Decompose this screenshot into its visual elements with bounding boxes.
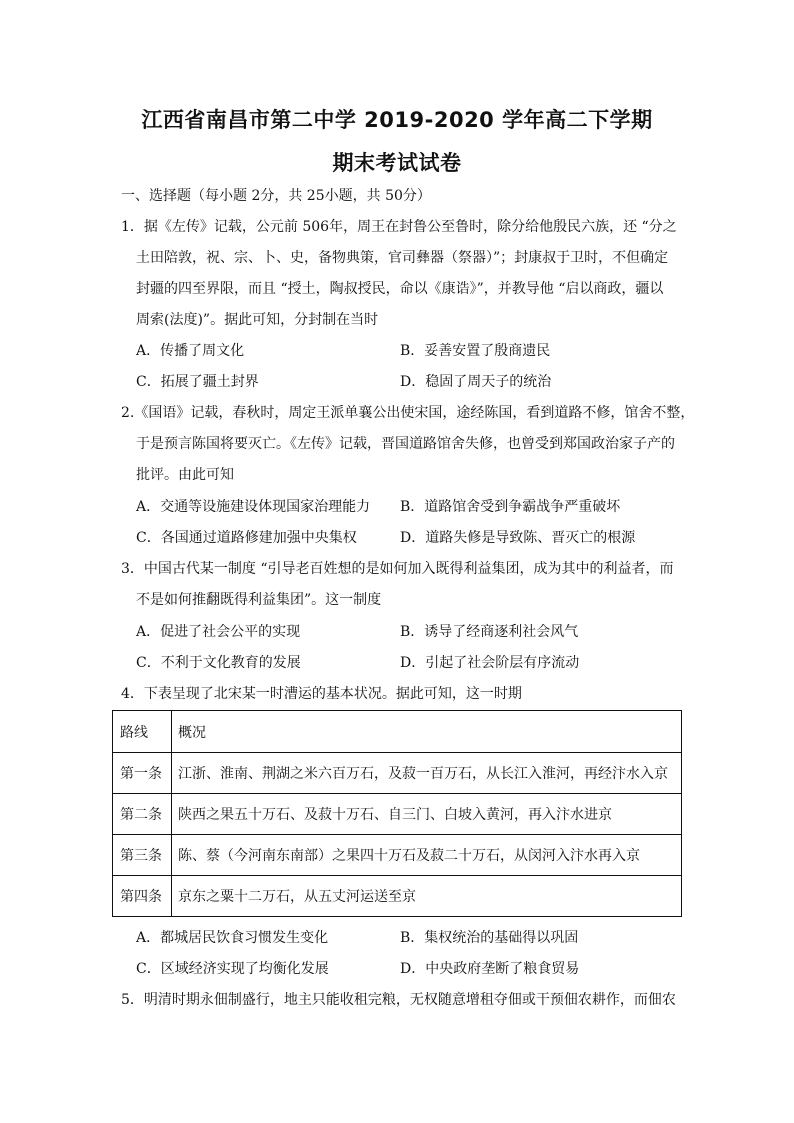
exam-title-line2: 期末考试试卷	[332, 151, 462, 175]
table-row	[113, 876, 682, 917]
q1-line-4: 周索(法度)”。据此可知，分封制在当时	[136, 312, 379, 328]
q4-option-b[interactable]: B．集权统治的基础得以巩固	[400, 930, 579, 946]
table-row	[113, 835, 682, 876]
q2-line-1: 2.《国语》记载，春秋时，周定王派单襄公出使宋国，途经陈国，看到道路不修，馆舍不整，	[121, 405, 695, 421]
q2-option-d[interactable]: D．道路失修是导致陈、晋灭亡的根源	[400, 530, 636, 546]
q2-line-3: 批评。由此可知	[136, 467, 234, 483]
q4-option-a[interactable]: A．都城居民饮食习惯发生变化	[136, 930, 329, 946]
q3-line-2: 不是如何推翻既得利益集团”。这一制度	[136, 592, 382, 608]
table-cell-summary: 陈、蔡（今河南东南部）之果四十万石及菽二十万石，从闵河入汴水再入京	[172, 835, 682, 876]
q1-option-a[interactable]: A．传播了周文化	[136, 343, 245, 359]
table-header-row	[113, 711, 682, 753]
table-cell-route: 第三条	[113, 835, 172, 876]
q1-line-2: 土田陪敦，祝、宗、卜、史，备物典策，官司彝器（祭器）”；封康叔于卫时，不但确定	[136, 250, 669, 266]
table-header-cell: 概况	[172, 711, 682, 753]
q3-option-d[interactable]: D．引起了社会阶层有序流动	[400, 655, 580, 671]
q1-option-b[interactable]: B．妥善安置了殷商遗民	[400, 343, 551, 359]
canal-transport-table	[112, 710, 682, 917]
q2-option-c[interactable]: C．各国通过道路修建加强中央集权	[136, 530, 357, 546]
q3-option-b[interactable]: B．诱导了经商逐利社会风气	[400, 624, 579, 640]
q4-option-c[interactable]: C．区域经济实现了均衡化发展	[136, 961, 329, 977]
section-heading: 一、选择题（每小题 2分，共 25小题，共 50分）	[121, 188, 431, 204]
table-cell-summary: 江浙、淮南、荆湖之米六百万石，及菽一百万石，从长江入淮河，再经汴水入京	[172, 753, 682, 794]
q1-line-3: 封疆的四至界限，而且 “授土，陶叔授民，命以《康诰》”，并教导他 “启以商政，疆以	[136, 281, 664, 297]
q4-stem: 4．下表呈现了北宋某一时漕运的基本状况。据此可知，这一时期	[121, 686, 522, 702]
exam-title-line1: 江西省南昌市第二中学 2019-2020 学年高二下学期	[141, 108, 653, 132]
q1-option-c[interactable]: C．拓展了疆土封界	[136, 374, 259, 390]
table-cell-summary: 京东之粟十二万石，从五丈河运送至京	[172, 876, 682, 917]
q2-option-a[interactable]: A．交通等设施建设体现国家治理能力	[136, 499, 371, 515]
q1-line-1: 1．据《左传》记载，公元前 506年，周王在封鲁公至鲁时，除分给他殷民六族，还 “分之	[121, 219, 677, 235]
table-cell-route: 第四条	[113, 876, 172, 917]
q2-option-b[interactable]: B．道路馆舍受到争霸战争严重破坏	[400, 499, 621, 515]
q2-line-2: 于是预言陈国将要灭亡。《左传》记载，晋国道路馆舍失修，也曾受到郑国政治家子产的	[136, 436, 675, 452]
q3-option-a[interactable]: A．促进了社会公平的实现	[136, 624, 301, 640]
table-cell-summary: 陕西之果五十万石、及菽十万石、自三门、白坡入黄河，再入汴水进京	[172, 794, 682, 835]
table-cell-route: 第一条	[113, 753, 172, 794]
table-row	[113, 753, 682, 794]
q5-line-1: 5．明清时期永佃制盛行，地主只能收租完粮，无权随意增租夺佃或干预佃农耕作，而佃农	[121, 992, 676, 1008]
table-cell-route: 第二条	[113, 794, 172, 835]
q3-line-1: 3．中国古代某一制度 “引导老百姓想的是如何加入既得利益集团，成为其中的利益者，而	[121, 561, 674, 577]
q1-option-d[interactable]: D．稳固了周天子的统治	[400, 374, 552, 390]
q4-option-d[interactable]: D．中央政府垄断了粮食贸易	[400, 961, 580, 977]
q3-option-c[interactable]: C．不利于文化教育的发展	[136, 655, 301, 671]
table-row	[113, 794, 682, 835]
table-header-cell: 路线	[113, 711, 172, 753]
